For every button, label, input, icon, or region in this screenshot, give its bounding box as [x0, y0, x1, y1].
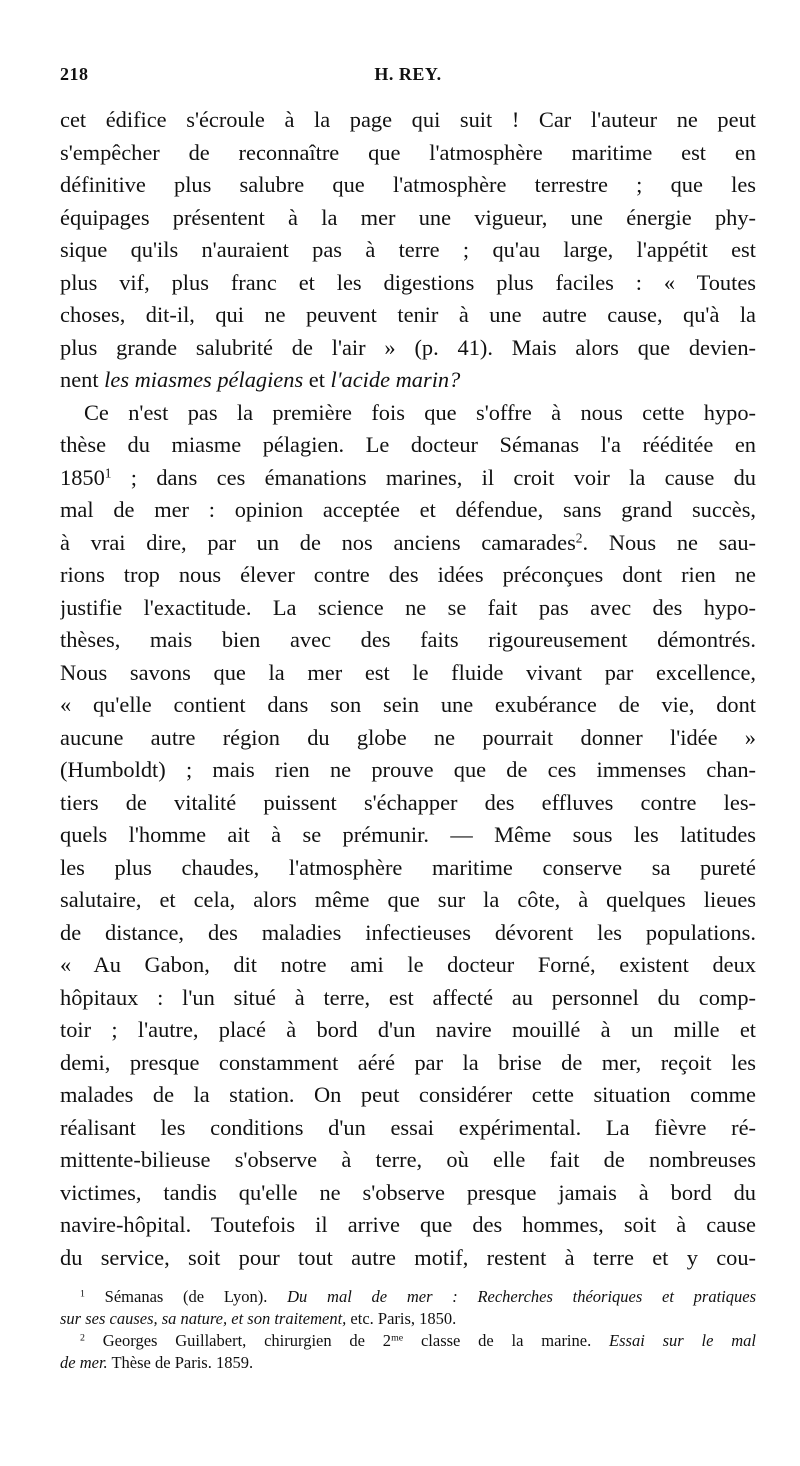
text-line: malades de la station. On peut considérer cette situation comme: [60, 1082, 756, 1107]
text-line: demi, presque constamment aéré par la brise de mer, reçoit les: [60, 1049, 756, 1075]
footnote-marker: 2: [80, 1332, 85, 1344]
footnote-title: Du mal de mer : Recherches théoriques et pratiques: [287, 1287, 756, 1306]
text-line: cet édifice s'écroule à la page qui suit ! Car l'auteur ne peut: [60, 107, 756, 132]
footnote-superscript: me: [391, 1332, 404, 1344]
text-run: 1850: [60, 464, 105, 490]
footnote-ref: 1: [104, 465, 112, 481]
running-head: H. REY.: [374, 64, 442, 84]
text-run: . Nous ne sau-: [582, 529, 756, 555]
footnote-text: Georges Guillabert, chirurgien de 2: [102, 1331, 392, 1350]
text-line: hôpitaux : l'un situé à terre, est affecté au personnel du comp-: [60, 984, 756, 1010]
text-line: (Humboldt) ; mais rien ne prouve que de ces immenses chan-: [60, 757, 756, 782]
footnote-text: Sémanas (de Lyon).: [104, 1287, 288, 1306]
text-line: mittente-bilieuse s'observe à terre, où elle fait de nombreuses: [60, 1147, 756, 1172]
text-line: quels l'homme ait à se prémunir. — Même sous les latitudes: [60, 822, 756, 847]
page-header: [60, 64, 756, 88]
text-line: [60, 364, 756, 397]
text-line: navire-hôpital. Toutefois il arrive que des hommes, soit à cause: [60, 1212, 756, 1237]
text-line: Nous savons que la mer est le fluide vivant par excellence,: [60, 659, 756, 685]
text-run: et: [303, 367, 331, 392]
footnote-ref: 2: [575, 530, 583, 546]
italic-run: les miasmes pélagiens: [104, 367, 304, 392]
page-number: 218: [60, 64, 89, 84]
text-line: mal de mer : opinion acceptée et défendue, sans grand succès,: [60, 497, 756, 522]
footnote-title: Essai sur le mal: [609, 1331, 757, 1350]
text-line: équipages présentent à la mer une vigueur, une énergie phy-: [60, 204, 756, 230]
text-line: sique qu'ils n'auraient pas à terre ; qu'au large, l'appétit est: [60, 237, 756, 262]
text-line: Ce n'est pas la première fois que s'offre à nous cette hypo-: [84, 399, 756, 425]
footnote-1-continued: [60, 1308, 756, 1330]
text-line: « qu'elle contient dans son sein une exubérance de vie, dont: [60, 692, 756, 717]
page: [60, 64, 756, 1274]
body-text: [60, 104, 756, 1274]
footnote-text: Thèse de Paris. 1859.: [107, 1353, 254, 1372]
text-line: salutaire, et cela, alors même que sur la côte, à quelques lieues: [60, 887, 756, 912]
text-line: aucune autre région du globe ne pourrait donner l'idée »: [60, 724, 756, 750]
text-line: s'empêcher de reconnaître que l'atmosphère maritime est en: [60, 139, 756, 165]
text-line: [60, 527, 756, 560]
text-line: justifie l'exactitude. La science ne se fait pas avec des hypo-: [60, 594, 756, 620]
footnote-title: sur ses causes, sa nature, et son traitement,: [60, 1309, 347, 1328]
text-line: « Au Gabon, dit notre ami le docteur Forné, existent deux: [60, 952, 756, 977]
footnote-text: classe de la marine.: [403, 1331, 610, 1350]
text-line: de distance, des maladies infectieuses dévorent les populations.: [60, 919, 756, 945]
footnote-text: etc. Paris, 1850.: [346, 1309, 457, 1328]
text-line: plus vif, plus franc et les digestions plus faciles : « Toutes: [60, 269, 756, 295]
text-line: thèse du miasme pélagien. Le docteur Sémanas l'a rééditée en: [60, 432, 756, 457]
text-line: choses, dit-il, qui ne peuvent tenir à une autre cause, qu'à la: [60, 302, 756, 327]
text-line: plus grande salubrité de l'air » (p. 41). Mais alors que devien-: [60, 334, 756, 360]
text-line: réalisant les conditions d'un essai expérimental. La fièvre ré-: [60, 1114, 756, 1140]
text-line: victimes, tandis qu'elle ne s'observe presque jamais à bord du: [60, 1179, 756, 1205]
text-line: les plus chaudes, l'atmosphère maritime conserve sa pureté: [60, 854, 756, 880]
footnotes: [60, 1286, 756, 1374]
text-line: [60, 462, 756, 495]
footnote-2-continued: [60, 1352, 756, 1374]
text-run: ; dans ces émanations marines, il croit voir la cause du: [111, 464, 756, 490]
footnote-marker: 1: [80, 1288, 85, 1300]
footnote-2: [60, 1330, 756, 1352]
text-line: tiers de vitalité puissent s'échapper des effluves contre les-: [60, 789, 756, 815]
text-line: rions trop nous élever contre des idées préconçues dont rien ne: [60, 562, 756, 587]
text-line: toir ; l'autre, placé à bord d'un navire mouillé à un mille et: [60, 1017, 756, 1042]
text-line: du service, soit pour tout autre motif, restent à terre et y cou-: [60, 1244, 756, 1270]
text-line: définitive plus salubre que l'atmosphère terrestre ; que les: [60, 172, 756, 197]
text-line: thèses, mais bien avec des faits rigoureusement démontrés.: [60, 627, 756, 652]
text-run: nent: [60, 367, 105, 392]
text-run: à vrai dire, par un de nos anciens camarades: [60, 529, 576, 555]
footnote-title: de mer.: [60, 1353, 108, 1372]
footnote-1: [60, 1286, 756, 1308]
italic-run: l'acide marin?: [330, 367, 461, 392]
